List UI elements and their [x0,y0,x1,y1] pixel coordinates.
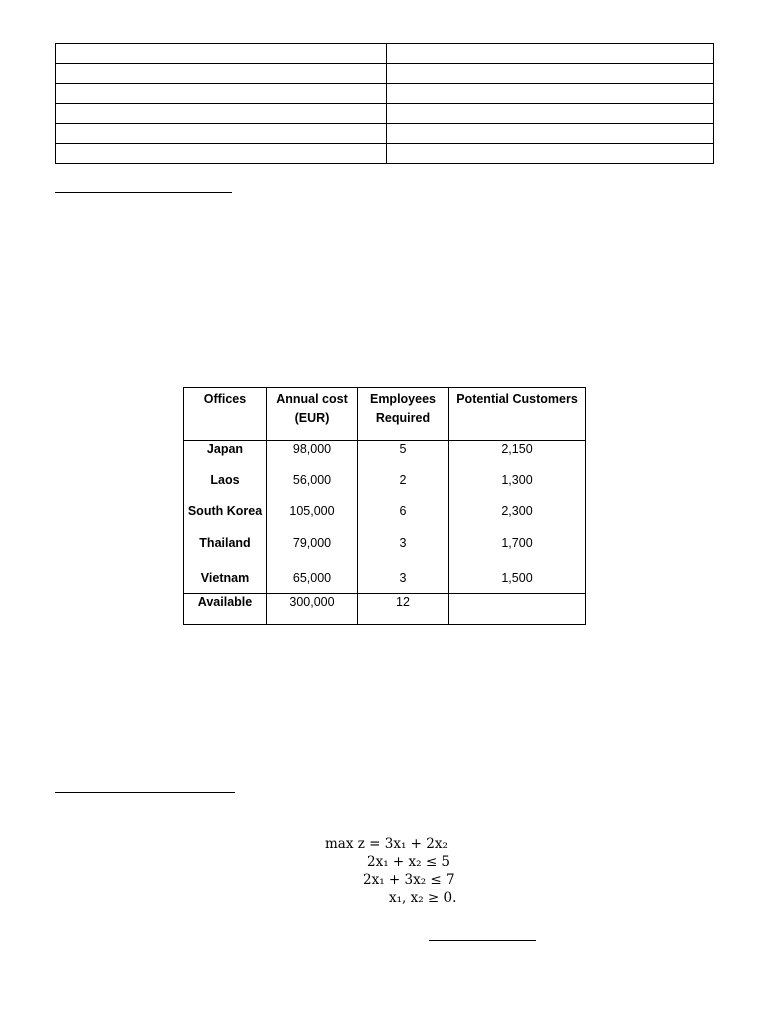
table-row [184,472,586,503]
table-cell [56,84,387,104]
table-cell [387,84,714,104]
answer-blank-line [429,940,536,941]
table-cell [56,64,387,84]
header-customers: Potential Customers [449,388,586,441]
header-offices: Offices [184,388,267,441]
employees-cell: 2 [358,472,449,503]
table-header-row [184,388,586,441]
cost-cell: 79,000 [267,535,358,566]
available-cost: 300,000 [267,594,358,625]
customers-cell: 1,500 [449,566,586,594]
office-cell: Laos [184,472,267,503]
employees-cell: 6 [358,503,449,534]
heading-underline-2 [55,792,235,793]
table-row [184,566,586,594]
table-cell [387,104,714,124]
office-cell: Thailand [184,535,267,566]
customers-cell: 2,150 [449,441,586,473]
table-cell [56,104,387,124]
customers-cell: 2,300 [449,503,586,534]
cost-cell: 98,000 [267,441,358,473]
office-cell: South Korea [184,503,267,534]
header-employees [358,388,449,441]
customers-cell: 1,300 [449,472,586,503]
lp-objective: max z = 3x₁ + 2x₂ [325,836,448,852]
table-row [56,44,714,64]
blank-grid-table [55,43,714,164]
office-cell: Vietnam [184,566,267,594]
table-row [184,503,586,534]
table-row [56,104,714,124]
header-employees-line2: Required [375,411,431,425]
available-employees: 12 [358,594,449,625]
table-cell [56,144,387,164]
table-footer-row [184,594,586,625]
table-cell [387,124,714,144]
header-annual-cost-line2: (EUR) [294,411,330,425]
table-cell [387,144,714,164]
available-label: Available [184,594,267,625]
table-row [56,84,714,104]
table-row [56,144,714,164]
employees-cell: 3 [358,535,449,566]
header-annual-cost-line1: Annual cost [276,392,348,406]
offices-table [183,387,586,625]
employees-cell: 3 [358,566,449,594]
employees-cell: 5 [358,441,449,473]
header-employees-line1: Employees [369,392,436,406]
table-cell [387,64,714,84]
header-annual-cost [267,388,358,441]
available-customers [449,594,586,625]
heading-underline-1 [55,192,232,193]
cost-cell: 105,000 [267,503,358,534]
customers-cell: 1,700 [449,535,586,566]
lp-nonnegativity: x₁, x₂ ≥ 0. [389,890,457,906]
table-cell [56,44,387,64]
cost-cell: 56,000 [267,472,358,503]
table-row [184,535,586,566]
table-cell [387,44,714,64]
cost-cell: 65,000 [267,566,358,594]
table-row [56,124,714,144]
table-row [56,64,714,84]
office-cell: Japan [184,441,267,473]
table-cell [56,124,387,144]
table-row [184,441,586,473]
lp-constraint-2: 2x₁ + 3x₂ ≤ 7 [363,872,455,888]
lp-constraint-1: 2x₁ + x₂ ≤ 5 [367,854,451,870]
